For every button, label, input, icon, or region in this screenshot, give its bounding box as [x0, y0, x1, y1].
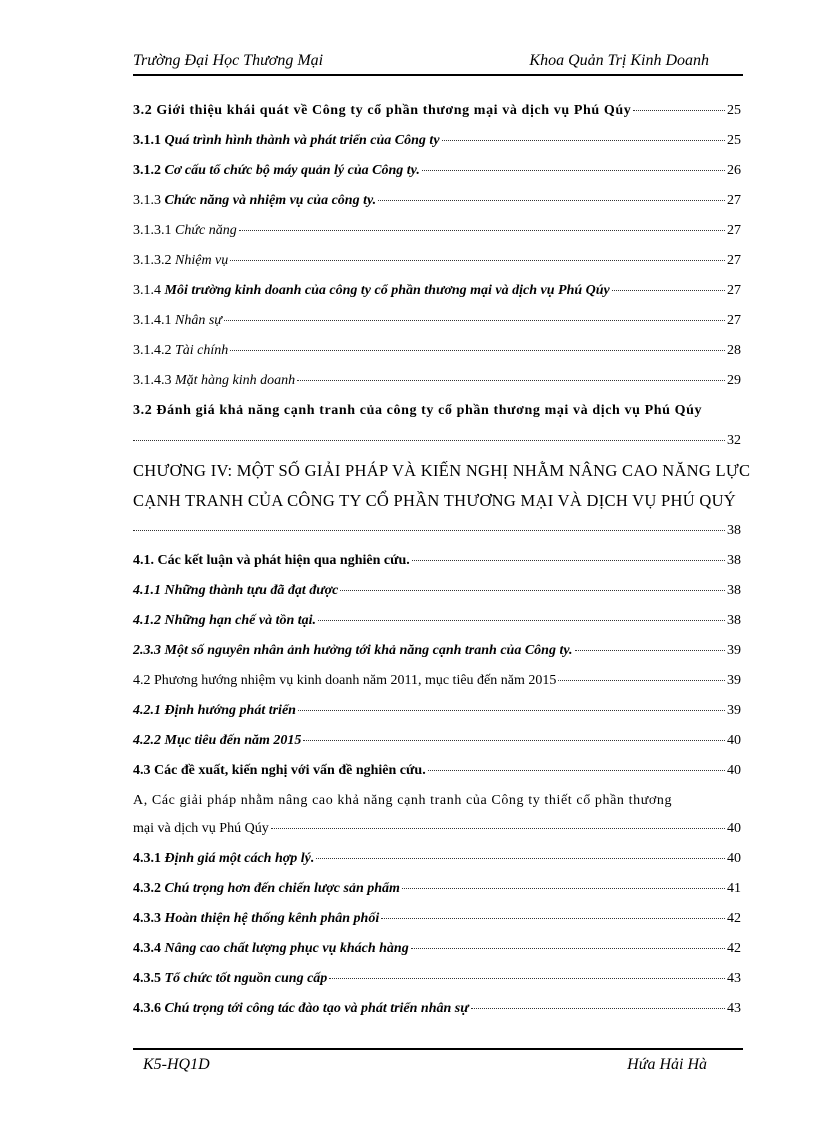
toc-title: Nhân sự [175, 313, 222, 328]
dot-leader [381, 918, 725, 919]
dot-leader [316, 858, 725, 859]
toc-title: Chú trọng tới công tác đào tạo và phát triển nhân sự [164, 1001, 469, 1016]
toc-page: 25 [727, 133, 741, 148]
dot-leader [575, 650, 725, 651]
toc-page: 40 [727, 821, 741, 836]
table-of-contents [133, 97, 751, 1025]
toc-number: 3.1.3.2 [133, 253, 172, 268]
toc-title: Tổ chức tốt nguồn cung cấp [164, 971, 328, 986]
toc-entry[interactable] [133, 577, 741, 607]
toc-page: 25 [727, 103, 741, 118]
toc-title: 4.1.1 Những thành tựu đã đạt được [133, 583, 339, 598]
toc-title: Nhiệm vụ [175, 253, 229, 268]
dot-leader [422, 170, 725, 171]
toc-page: 39 [727, 643, 741, 658]
toc-number: 3.1.4 [133, 283, 161, 298]
toc-page: 43 [727, 1001, 741, 1016]
toc-number: 3.2 [133, 103, 153, 118]
toc-entry[interactable] [133, 247, 741, 277]
toc-title: Chức năng [175, 223, 237, 238]
toc-number: 3.1.4.2 [133, 343, 172, 358]
toc-page: 27 [727, 283, 741, 298]
toc-entry[interactable] [133, 637, 741, 667]
toc-title: Chức năng và nhiệm vụ của công ty. [164, 193, 377, 208]
toc-page: 27 [727, 193, 741, 208]
footer-author: Hứa Hải Hà [627, 1056, 707, 1073]
toc-entry[interactable] [133, 727, 741, 757]
dot-leader [428, 770, 725, 771]
dot-leader [558, 680, 725, 681]
toc-entry[interactable] [133, 307, 741, 337]
toc-entry[interactable] [133, 337, 741, 367]
toc-entry[interactable] [133, 935, 741, 965]
dot-leader [378, 200, 725, 201]
toc-page: 38 [727, 613, 741, 628]
toc-title: Hoàn thiện hệ thống kênh phân phối [164, 911, 380, 926]
toc-page: 27 [727, 253, 741, 268]
toc-entry[interactable] [133, 905, 741, 935]
dot-leader [471, 1008, 725, 1009]
toc-page: 39 [727, 673, 741, 688]
toc-entry[interactable] [133, 697, 741, 727]
toc-title: Chú trọng hơn đến chiến lược sản phẩm [164, 881, 400, 896]
toc-title: 2.3.3 Một số nguyên nhân ảnh hưởng tới khả năng cạnh tranh của Công ty. [133, 643, 573, 658]
toc-page: 39 [727, 703, 741, 718]
dot-leader [271, 828, 725, 829]
dot-leader [612, 290, 725, 291]
dot-leader [340, 590, 725, 591]
toc-number: 3.1.3.1 [133, 223, 172, 238]
toc-entry[interactable] [133, 397, 741, 457]
dot-leader [412, 560, 725, 561]
dot-leader [442, 140, 725, 141]
chapter-title-line-1: CHƯƠNG IV: MỘT SỐ GIẢI PHÁP VÀ KIẾN NGHỊ NHẰM NÂNG CAO NĂNG LỰC [133, 461, 751, 480]
toc-entry[interactable] [133, 965, 741, 995]
header-faculty: Khoa Quản Trị Kinh Doanh [529, 52, 709, 69]
toc-page: 38 [727, 553, 741, 568]
toc-page: 40 [727, 851, 741, 866]
toc-entry[interactable] [133, 757, 741, 787]
toc-entry[interactable] [133, 217, 741, 247]
dot-leader [230, 350, 725, 351]
toc-number: 3.1.4.1 [133, 313, 172, 328]
chapter-title-line-2: CẠNH TRANH CỦA CÔNG TY CỔ PHẦN THƯƠNG MẠI VÀ DỊCH VỤ PHÚ QUÝ [133, 491, 736, 510]
toc-page: 41 [727, 881, 741, 896]
toc-number: 3.1.4.3 [133, 373, 172, 388]
toc-entry[interactable] [133, 995, 741, 1025]
toc-number: 3.1.2 [133, 163, 161, 178]
toc-chapter-entry[interactable] [133, 457, 751, 547]
toc-title: Quá trình hình thành và phát triển của Công ty [164, 133, 440, 148]
toc-number: 4.3.4 [133, 941, 161, 956]
toc-title: 4.2 Phương hướng nhiệm vụ kinh doanh năm 2011, mục tiêu đến năm 2015 [133, 673, 557, 688]
toc-entry[interactable] [133, 845, 741, 875]
toc-title: 4.3 Các đề xuất, kiến nghị với vấn đề nghiên cứu. [133, 763, 426, 778]
toc-entry[interactable] [133, 667, 741, 697]
toc-title: Tài chính [175, 343, 229, 358]
toc-page: 40 [727, 733, 741, 748]
toc-page: 38 [727, 523, 741, 538]
page-footer [133, 1048, 743, 1080]
toc-entry[interactable] [133, 187, 741, 217]
dot-leader [303, 740, 725, 741]
toc-entry[interactable] [133, 875, 741, 905]
toc-entry[interactable] [133, 277, 741, 307]
toc-title: 4.2.2 Mục tiêu đến năm 2015 [133, 733, 302, 748]
dot-leader [633, 110, 725, 111]
dot-leader [133, 530, 725, 531]
toc-title: 4.2.1 Định hướng phát triển [133, 703, 296, 718]
toc-page: 40 [727, 763, 741, 778]
toc-entry[interactable] [133, 127, 741, 157]
toc-entry[interactable] [133, 607, 741, 637]
toc-number: 4.3.1 [133, 851, 161, 866]
toc-entry[interactable] [133, 547, 741, 577]
toc-title: 4.1.2 Những hạn chế và tồn tại. [133, 613, 317, 628]
toc-title: Cơ cấu tổ chức bộ máy quản lý của Công ty. [164, 163, 420, 178]
toc-page: 42 [727, 941, 741, 956]
toc-number: 4.3.3 [133, 911, 161, 926]
toc-title: Giới thiệu khái quát về Công ty cổ phần thương mại và dịch vụ Phú Qúy [156, 103, 632, 118]
page-header [133, 50, 743, 76]
toc-number: 4.3.6 [133, 1001, 161, 1016]
toc-page: 42 [727, 911, 741, 926]
dot-leader [411, 948, 725, 949]
toc-title: Mặt hàng kinh doanh [175, 373, 296, 388]
toc-title-line-2: mại và dịch vụ Phú Qúy [133, 821, 269, 836]
dot-leader [318, 620, 725, 621]
toc-title: Định giá một cách hợp lý. [164, 851, 315, 866]
toc-page: 38 [727, 583, 741, 598]
toc-number: 4.3.5 [133, 971, 161, 986]
dot-leader [239, 230, 725, 231]
toc-number: 3.1.1 [133, 133, 161, 148]
toc-page: 26 [727, 163, 741, 178]
dot-leader [230, 260, 725, 261]
dot-leader [133, 440, 725, 441]
dot-leader [224, 320, 725, 321]
toc-number: 4.3.2 [133, 881, 161, 896]
toc-entry[interactable] [133, 787, 741, 845]
dot-leader [402, 888, 725, 889]
toc-page: 27 [727, 313, 741, 328]
toc-title: 4.1. Các kết luận và phát hiện qua nghiên cứu. [133, 553, 410, 568]
dot-leader [298, 710, 725, 711]
toc-entry[interactable] [133, 97, 741, 127]
toc-title-line-1: A, Các giải pháp nhằm nâng cao khả năng cạnh tranh của Công ty thiết cổ phần thương [133, 793, 673, 808]
toc-page: 28 [727, 343, 741, 358]
dot-leader [329, 978, 725, 979]
toc-number: 3.1.3 [133, 193, 161, 208]
toc-page: 29 [727, 373, 741, 388]
footer-class-code: K5-HQ1D [143, 1056, 210, 1073]
toc-title: Nâng cao chất lượng phục vụ khách hàng [164, 941, 409, 956]
toc-entry[interactable] [133, 367, 741, 397]
header-school: Trường Đại Học Thương Mại [133, 52, 324, 69]
toc-title: Môi trường kinh doanh của công ty cổ phần thương mại và dịch vụ Phú Qúy [164, 283, 610, 298]
dot-leader [297, 380, 725, 381]
toc-title: 3.2 Đánh giá khả năng cạnh tranh của công ty cổ phần thương mại và dịch vụ Phú Qúy [133, 403, 703, 418]
toc-page: 43 [727, 971, 741, 986]
toc-entry[interactable] [133, 157, 741, 187]
toc-page: 27 [727, 223, 741, 238]
toc-page: 32 [727, 433, 741, 448]
